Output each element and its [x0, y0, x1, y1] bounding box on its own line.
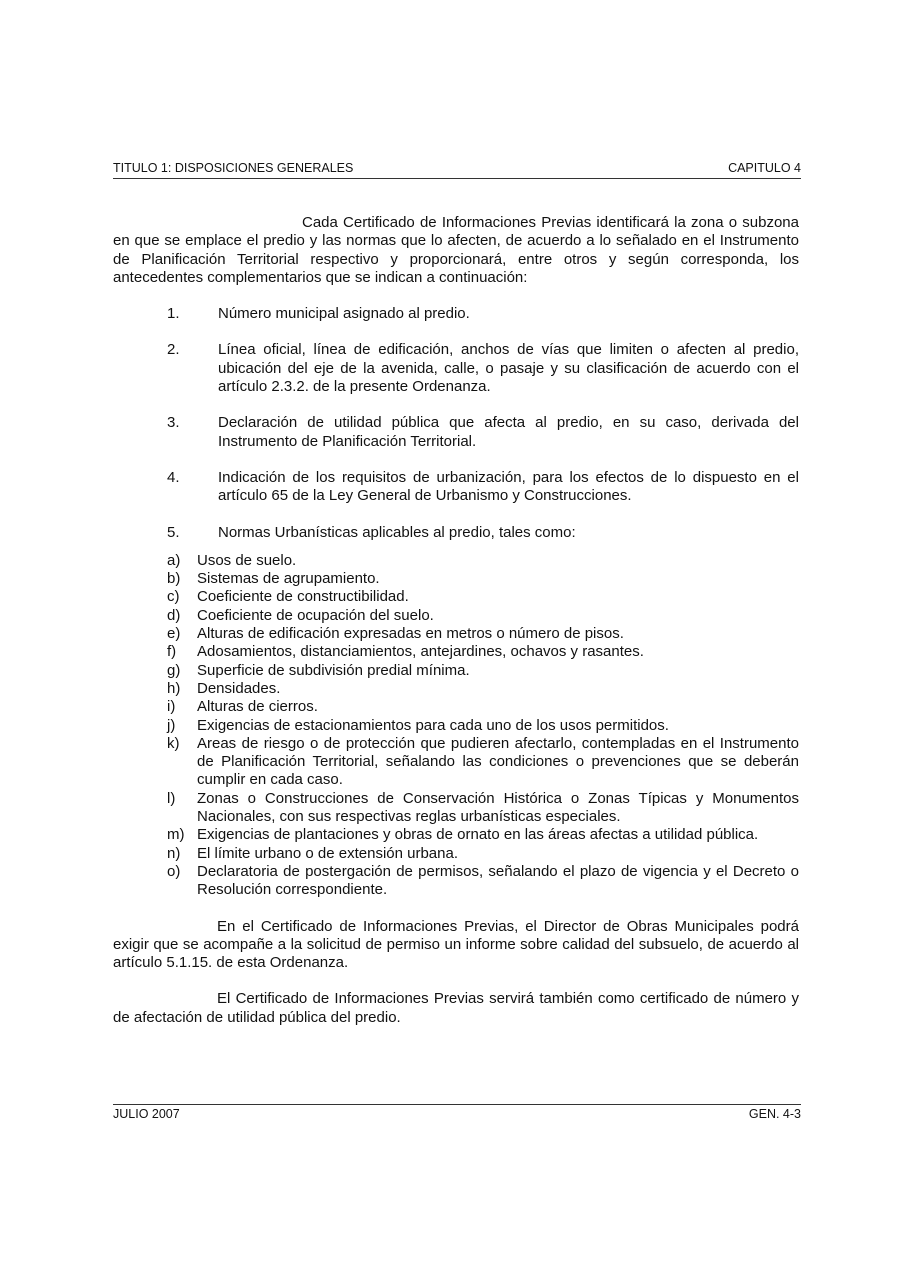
list-item [167, 607, 799, 625]
item-number: 1. [167, 305, 180, 323]
item-letter: d) [167, 606, 181, 624]
page-header [113, 161, 801, 179]
item-text: Usos de suelo. [197, 551, 297, 569]
item-text: Coeficiente de constructibilidad. [197, 588, 409, 606]
item-letter: g) [167, 661, 181, 679]
item-letter: b) [167, 570, 181, 588]
item-text: El límite urbano o de extensión urbana. [197, 844, 458, 862]
item-letter: l) [167, 789, 176, 807]
header-chapter: CAPITULO 4 [728, 161, 801, 175]
item-text: Alturas de edificación expresadas en metros o número de pisos. [197, 625, 624, 643]
item-text: Adosamientos, distanciamientos, antejardines, ochavos y rasantes. [197, 643, 644, 661]
item-text: Exigencias de estacionamientos para cada uno de los usos permitidos. [197, 716, 669, 734]
item-number: 4. [167, 468, 180, 486]
paragraph-soil-report: En el Certificado de Informaciones Previas, el Director de Obras Municipales podrá exigir que se acompañe a la solicitud de permiso un informe sobre calidad del subsuelo, de acuerdo al artículo 5.1.15. de esta Ordenanza. [113, 917, 799, 972]
item-text: Superficie de subdivisión predial mínima. [197, 661, 470, 679]
paragraph-certificate-use: El Certificado de Informaciones Previas servirá también como certificado de número y de afectación de utilidad pública del predio. [113, 990, 799, 1026]
list-item [167, 625, 799, 643]
numbered-item [167, 524, 799, 542]
item-letter: a) [167, 551, 181, 569]
list-item [167, 680, 799, 698]
item-text: Alturas de cierros. [197, 698, 318, 716]
item-number: 2. [167, 341, 180, 359]
item-text: Número municipal asignado al predio. [218, 305, 470, 323]
page-footer [113, 1104, 801, 1122]
numbered-item [167, 469, 799, 506]
list-item [167, 845, 799, 863]
list-item [167, 643, 799, 661]
item-text: Coeficiente de ocupación del suelo. [197, 606, 434, 624]
item-letter: j) [167, 716, 176, 734]
numbered-item [167, 305, 799, 323]
item-text: Indicación de los requisitos de urbanización, para los efectos de lo dispuesto en el artículo 65 de la Ley General de Urbanismo y Construcciones. [218, 468, 799, 505]
document-body [113, 214, 799, 1027]
item-text: Normas Urbanísticas aplicables al predio, tales como: [218, 523, 576, 541]
item-text: Densidades. [197, 679, 281, 697]
list-item [167, 790, 799, 827]
item-text: Línea oficial, línea de edificación, anchos de vías que limiten o afecten al predio, ubicación del eje de la avenida, calle, o pasaje y su clasificación de acuerdo con el artículo 2.3.2. de la presente Ordenanza. [218, 341, 799, 396]
header-title: TITULO 1: DISPOSICIONES GENERALES [113, 161, 354, 175]
intro-paragraph: Cada Certificado de Informaciones Previas identificará la zona o subzona en que se emplace el predio y las normas que lo afecten, de acuerdo a lo señalado en el Instrumento de Planificación Territorial respectivo y proporcionará, entre otros y según corresponda, los antecedentes complementarios que se indican a continuación: [113, 214, 799, 286]
list-item [167, 552, 799, 570]
item-letter: o) [167, 862, 181, 880]
item-letter: i) [167, 698, 176, 716]
item-number: 5. [167, 523, 180, 541]
item-text: Declaración de utilidad pública que afecta al predio, en su caso, derivada del Instrumento de Planificación Territorial. [218, 414, 799, 450]
item-text: Sistemas de agrupamiento. [197, 570, 380, 588]
item-letter: h) [167, 679, 181, 697]
item-text: Zonas o Construcciones de Conservación Histórica o Zonas Típicas y Monumentos Nacionales, con sus respectivas reglas urbanísticas especiales. [197, 789, 799, 826]
list-item [167, 735, 799, 790]
list-item [167, 863, 799, 900]
item-letter: e) [167, 625, 181, 643]
footer-page-number: GEN. 4-3 [748, 1107, 801, 1121]
item-letter: f) [167, 643, 177, 661]
item-letter: n) [167, 844, 181, 862]
item-number: 3. [167, 414, 180, 432]
list-item [167, 826, 799, 844]
numbered-item [167, 341, 799, 396]
item-letter: k) [167, 734, 180, 752]
item-letter: m) [167, 826, 185, 844]
item-text: Declaratoria de postergación de permisos, señalando el plazo de vigencia y el Decreto o Resolución correspondiente. [197, 862, 799, 899]
lettered-list [167, 552, 799, 900]
list-item [167, 717, 799, 735]
list-item [167, 570, 799, 588]
list-item [167, 588, 799, 606]
list-item [167, 698, 799, 716]
item-text: Areas de riesgo o de protección que pudieren afectarlo, contempladas en el Instrumento de Planificación Territorial, señalando las condiciones o prevenciones que se deberán cumplir en cada caso. [197, 734, 799, 789]
item-text: Exigencias de plantaciones y obras de ornato en las áreas afectas a utilidad pública. [197, 826, 759, 844]
numbered-item [167, 414, 799, 451]
list-item [167, 662, 799, 680]
item-letter: c) [167, 588, 180, 606]
footer-date: JULIO 2007 [113, 1107, 180, 1121]
